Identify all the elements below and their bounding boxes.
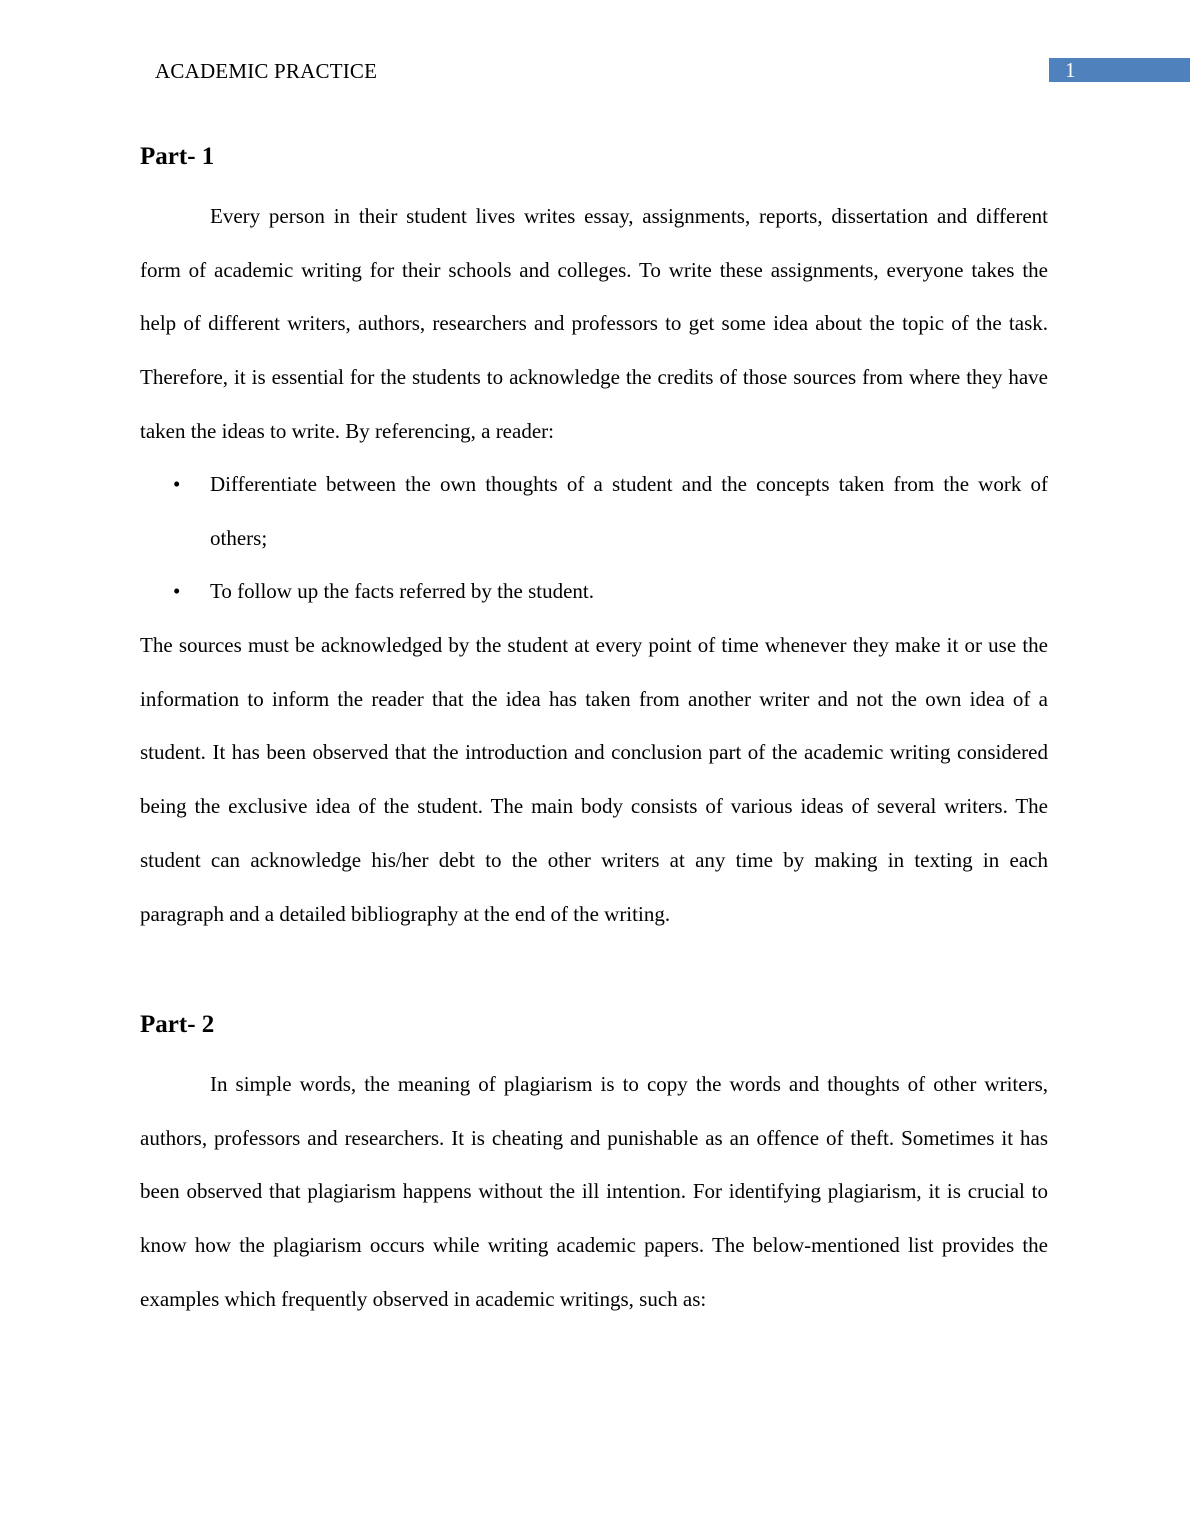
part1-intro-paragraph: Every person in their student lives writes essay, assignments, reports, dissertation and different form of academic writing for their schools and colleges. To write these assignments, everyone takes the help of different writers, authors, researchers and professors to get some idea about the topic of the task. Therefore, it is essential for the students to acknowledge the credits of those sources from where they have taken the ideas to write. By referencing, a reader: bbox=[140, 204, 1048, 443]
bullet-icon: • bbox=[173, 472, 181, 496]
part1-bullet-list bbox=[140, 458, 1048, 619]
part1-body-paragraph: The sources must be acknowledged by the student at every point of time whenever they make it or use the information to inform the reader that the idea has taken from another writer and not the own idea of a student. It has been observed that the introduction and conclusion part of the academic writing considered being the exclusive idea of the student. The main body consists of various ideas of several writers. The student can acknowledge his/her debt to the other writers at any time by making in texting in each paragraph and a detailed bibliography at the end of the writing. bbox=[140, 633, 1048, 926]
part2-intro-paragraph: In simple words, the meaning of plagiarism is to copy the words and thoughts of other writers, authors, professors and researchers. It is cheating and punishable as an offence of theft. Sometimes it has been observed that plagiarism happens without the ill intention. For identifying plagiarism, it is crucial to know how the plagiarism occurs while writing academic papers. The below-mentioned list provides the examples which frequently observed in academic writings, such as: bbox=[140, 1072, 1048, 1311]
part1-heading: Part- 1 bbox=[140, 143, 215, 170]
running-head-title: ACADEMIC PRACTICE bbox=[155, 59, 378, 83]
bullet-text: To follow up the facts referred by the student. bbox=[210, 579, 594, 604]
bullet-text: Differentiate between the own thoughts of a student and the concepts taken from the work of others; bbox=[210, 472, 1048, 550]
bullet-icon: • bbox=[173, 579, 181, 604]
part2-heading: Part- 2 bbox=[140, 1011, 215, 1038]
page-number-box bbox=[1049, 58, 1190, 82]
list-item bbox=[140, 565, 1048, 619]
page-number: 1 bbox=[1065, 58, 1076, 82]
list-item bbox=[140, 458, 1048, 565]
